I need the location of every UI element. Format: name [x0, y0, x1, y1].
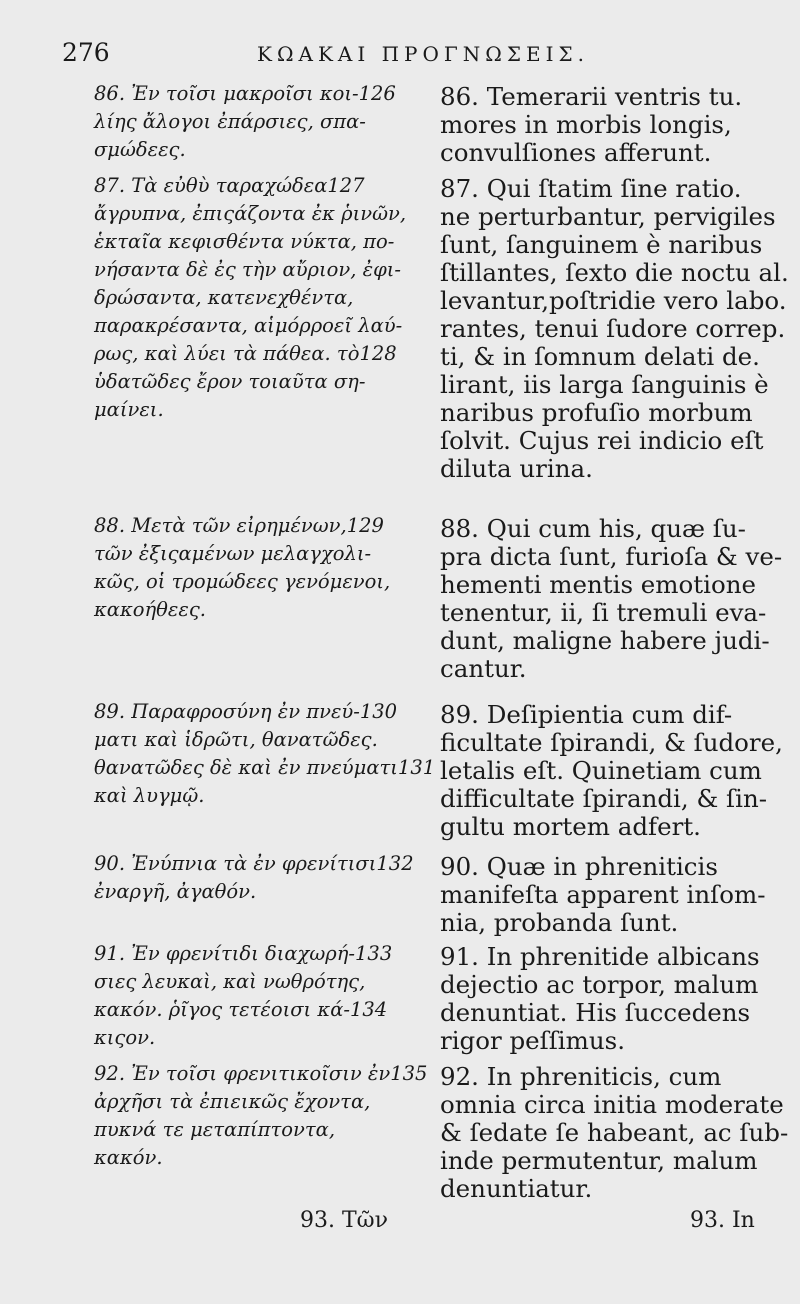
latin-catchword: 93. In	[690, 1208, 755, 1233]
greek-text-line: 87. Τὰ εὐθὺ ταραχώδεα127	[94, 174, 365, 197]
greek-text-line: νήσαντα δὲ ἐς τὴν αὔριον, ἐφι-	[94, 258, 402, 281]
greek-text-line: 90. Ἐνύπνια τὰ ἐν φρενίτισι132	[94, 852, 414, 875]
greek-catchword: 93. Τῶν	[300, 1208, 388, 1233]
latin-text-line: difficultate ſpirandi, & ſin-	[440, 784, 768, 813]
latin-text-line: 87. Qui ſtatim ſine ratio.	[440, 174, 742, 203]
greek-text-line: ἐναργῆ, ἀγαθόν.	[94, 880, 257, 903]
latin-text-line: pra dicta ſunt, furioſa & ve-	[440, 542, 783, 571]
greek-text-line: ἄγρυπνα, ἐπιςάζοντα ἐκ ῥινῶν,	[94, 202, 407, 225]
greek-text-line: παρακρέσαντα, αἱμόρροεῖ λαύ-	[94, 314, 403, 337]
latin-text-line: ficultate ſpirandi, & ſudore,	[440, 728, 783, 757]
greek-text-line: κιςον.	[94, 1026, 156, 1049]
greek-text-line: ὑδατῶδες ἔρον τοιαῦτα ση-	[94, 370, 366, 393]
latin-text-line: nia, probanda ſunt.	[440, 908, 679, 937]
latin-text-line: 90. Quæ in phreniticis	[440, 852, 718, 881]
latin-text-line: ſunt, ſanguinem è naribus	[440, 230, 763, 259]
latin-text-line: hementi mentis emotione	[440, 570, 756, 599]
greek-text-line: κακοήθεες.	[94, 598, 206, 621]
latin-text-line: ti, & in ſomnum delati de.	[440, 342, 760, 371]
latin-text-line: levantur,poſtridie vero labo.	[440, 286, 787, 315]
greek-text-line: 88. Μετὰ τῶν εἰρημένων,129	[94, 514, 384, 537]
greek-text-line: 89. Παραφροσύνη ἐν πνεύ-130	[94, 700, 398, 723]
latin-text-line: 92. In phreniticis, cum	[440, 1062, 722, 1091]
greek-text-line: σιες λευκαὶ, καὶ νωθρότης,	[94, 970, 366, 993]
latin-text-line: dejectio ac torpor, malum	[440, 970, 759, 999]
latin-text-line: manifeſta apparent inſom-	[440, 880, 766, 909]
latin-text-line: 86. Temerarii ventris tu.	[440, 82, 743, 111]
page-header	[62, 38, 762, 78]
latin-text-line: convulſiones afferunt.	[440, 138, 712, 167]
latin-text-line: ſolvit. Cujus rei indicio eſt	[440, 426, 764, 455]
latin-text-line: cantur.	[440, 654, 527, 683]
greek-text-line: καὶ λυγμῷ.	[94, 784, 205, 807]
latin-text-line: naribus profuſio morbum	[440, 398, 753, 427]
latin-text-line: dunt, maligne habere judi-	[440, 626, 770, 655]
greek-text-line: δρώσαντα, κατενεχθέντα,	[94, 286, 354, 309]
latin-text-line: denuntiat. His ſuccedens	[440, 998, 751, 1027]
greek-text-line: λίης ἄλογοι ἐπάρσιες, σπα-	[94, 110, 366, 133]
latin-text-line: 88. Qui cum his, quæ ſu-	[440, 514, 746, 543]
latin-text-line: 91. In phrenitide albicans	[440, 942, 760, 971]
latin-text-line: omnia circa initia moderate	[440, 1090, 784, 1119]
greek-text-line: κῶς, οἱ τρομώδεες γενόμενοι,	[94, 570, 391, 593]
latin-text-line: ne perturbantur, pervigiles	[440, 202, 776, 231]
greek-text-line: 86. Ἐν τοῖσι μακροῖσι κοι-126	[94, 82, 396, 105]
latin-text-line: tenentur, ii, ſi tremuli eva-	[440, 598, 767, 627]
greek-text-line: 91. Ἐν φρενίτιδι διαχωρή-133	[94, 942, 393, 965]
latin-text-line: rantes, tenui ſudore correp.	[440, 314, 786, 343]
greek-text-line: θανατῶδες δὲ καὶ ἐν πνεύματι131	[94, 756, 436, 779]
greek-text-line: ματι καὶ ἱδρῶτι, θανατῶδες.	[94, 728, 378, 751]
greek-text-line: 92. Ἐν τοῖσι φρενιτικοῖσιν ἐν135	[94, 1062, 428, 1085]
greek-text-line: τῶν ἐξιςαμένων μελαγχολι-	[94, 542, 372, 565]
latin-text-line: rigor peſſimus.	[440, 1026, 626, 1055]
greek-text-line: κακόν. ῥῖγος τετέοισι κά-134	[94, 998, 388, 1021]
greek-text-line: ρως, καὶ λύει τὰ πάθεα. τὸ128	[94, 342, 397, 365]
latin-text-line: lirant, iis larga ſanguinis è	[440, 370, 769, 399]
greek-text-line: ἑκταῖα κεφισθέντα νύκτα, πο-	[94, 230, 395, 253]
latin-text-line: & ſedate ſe habeant, ac ſub-	[440, 1118, 789, 1147]
greek-text-line: σμώδεες.	[94, 138, 186, 161]
latin-text-line: mores in morbis longis,	[440, 110, 732, 139]
latin-text-line: gultu mortem adfert.	[440, 812, 701, 841]
latin-text-line: denuntiatur.	[440, 1174, 593, 1203]
latin-text-line: inde permutentur, malum	[440, 1146, 758, 1175]
greek-text-line: ἀρχῆσι τὰ ἐπιεικῶς ἔχοντα,	[94, 1090, 371, 1113]
greek-text-line: κακόν.	[94, 1146, 163, 1169]
running-title: ΚΩΑΚΑΙ ΠΡΟΓΝΩΣΕΙΣ.	[257, 42, 590, 66]
greek-text-line: μαίνει.	[94, 398, 164, 421]
latin-text-line: ſtillantes, ſexto die noctu al.	[440, 258, 789, 287]
latin-text-line: diluta urina.	[440, 454, 593, 483]
latin-text-line: letalis eſt. Quinetiam cum	[440, 756, 762, 785]
greek-text-line: πυκνά τε μεταπίπτοντα,	[94, 1118, 336, 1141]
latin-text-line: 89. Deſipientia cum dif-	[440, 700, 733, 729]
page-number: 276	[62, 38, 110, 67]
